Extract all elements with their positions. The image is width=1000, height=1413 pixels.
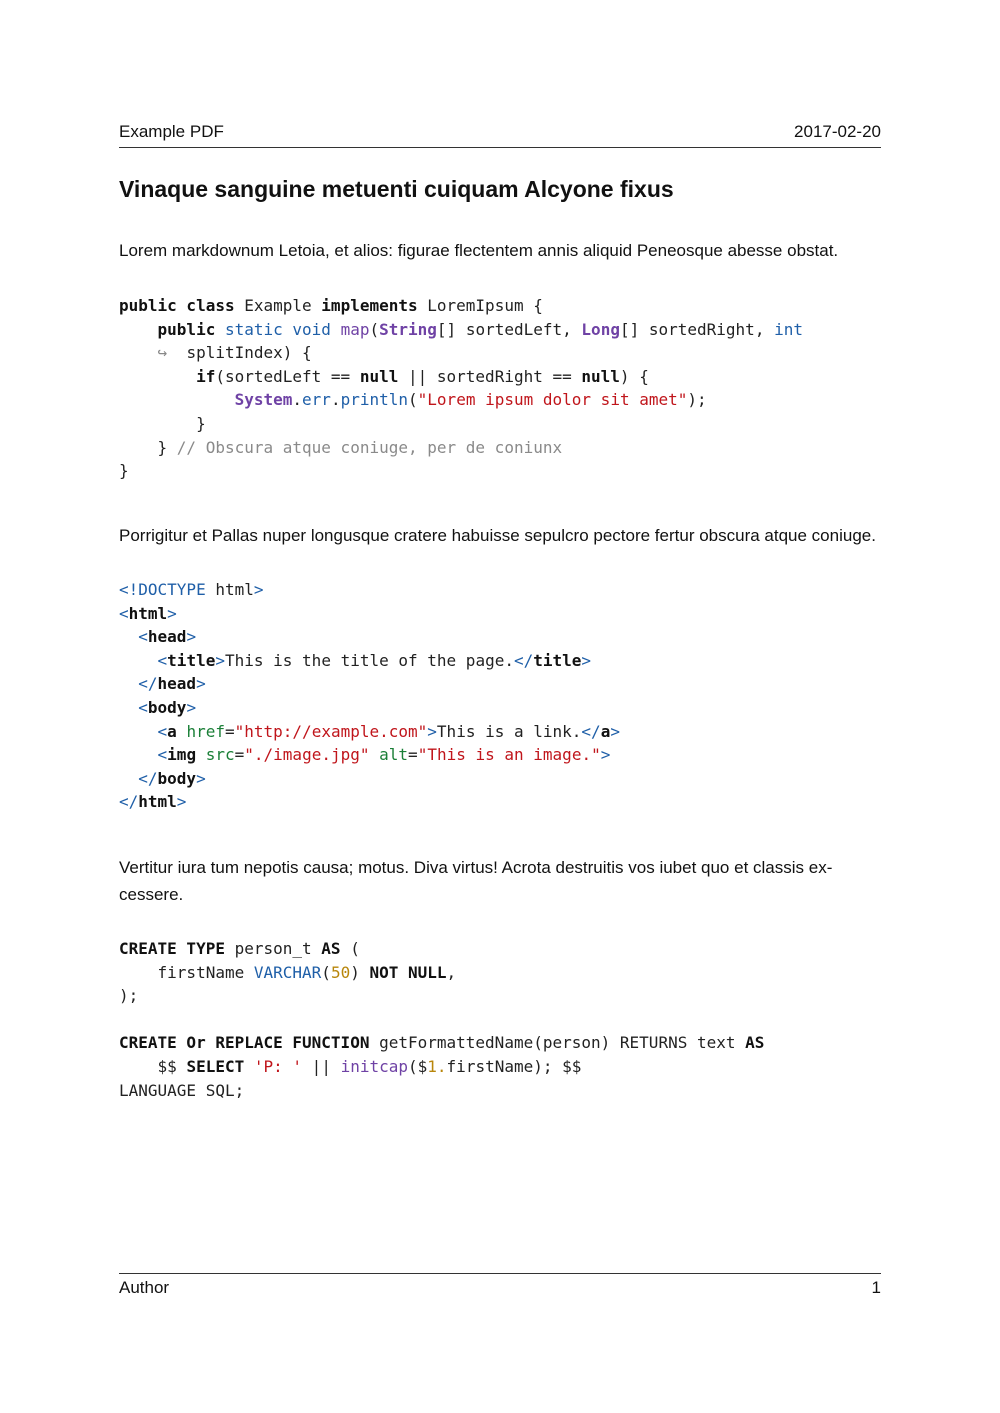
header-title: Example PDF xyxy=(119,122,224,141)
code-line: public static void map(String[] sortedLeft, Long[] sortedRight, int xyxy=(157,319,803,339)
code-line: CREATE TYPE person_t AS ( xyxy=(119,939,360,958)
code-line: <a href="http://example.com">This is a link.</a> xyxy=(157,721,620,741)
section-title: Vinaque sanguine metuenti cuiquam Alcyone fixus xyxy=(119,176,674,202)
code-block-java xyxy=(119,294,803,483)
code-line: <html> xyxy=(119,603,177,623)
code-line: } // Obscura atque coniuge, per de coniunx xyxy=(119,437,563,457)
line-wrap-arrow-icon: ↪ xyxy=(157,343,168,363)
page-header xyxy=(119,120,881,148)
code-block-html xyxy=(119,578,620,814)
code-line: <body> xyxy=(138,697,197,717)
code-block-sql xyxy=(119,937,764,1102)
code-line: <title>This is the title of the page.</title> xyxy=(157,650,592,670)
paragraph-2: Porrigitur et Pallas nuper longusque cratere habuisse sepulcro pectore fertur obscura atque coniuge. xyxy=(119,526,876,545)
code-line: firstName VARCHAR(50) NOT NULL, xyxy=(119,962,457,982)
code-line: </head> xyxy=(138,674,206,694)
header-date: 2017-02-20 xyxy=(794,122,881,141)
page-footer xyxy=(119,1273,881,1297)
paragraph-1: Lorem markdownum Letoia, et alios: figurae flectentem annis aliquid Peneosque abesse obstat. xyxy=(119,241,839,260)
page-number: 1 xyxy=(871,1278,881,1297)
code-line: } xyxy=(119,461,129,481)
code-line: </body> xyxy=(138,768,206,788)
code-line: <img src="./image.jpg" alt="This is an image."> xyxy=(157,745,611,765)
code-line: } xyxy=(119,413,206,433)
code-line: public class Example implements LoremIpsum { xyxy=(119,296,543,315)
code-line: </html> xyxy=(119,792,187,812)
footer-author: Author xyxy=(119,1278,170,1297)
code-line: ); xyxy=(119,986,139,1006)
code-line: $$ SELECT 'P: ' || initcap($1.firstName); $$ xyxy=(119,1056,582,1076)
code-line: <head> xyxy=(138,627,197,647)
code-line: LANGUAGE SQL; xyxy=(119,1080,245,1100)
paragraph-3: Vertitur iura tum nepotis causa; motus. Diva virtus! Acrota destruitis vos iubet quo et classis ex-cessere. xyxy=(119,858,833,904)
code-line: System.err.println("Lorem ipsum dolor sit amet"); xyxy=(234,390,707,410)
code-line: ↪ splitIndex) { xyxy=(157,343,312,363)
code-line: if(sortedLeft == null || sortedRight == null) { xyxy=(196,366,649,386)
code-line: <!DOCTYPE html> xyxy=(119,580,264,599)
code-line: CREATE Or REPLACE FUNCTION getFormattedName(person) RETURNS text AS xyxy=(119,1033,765,1053)
